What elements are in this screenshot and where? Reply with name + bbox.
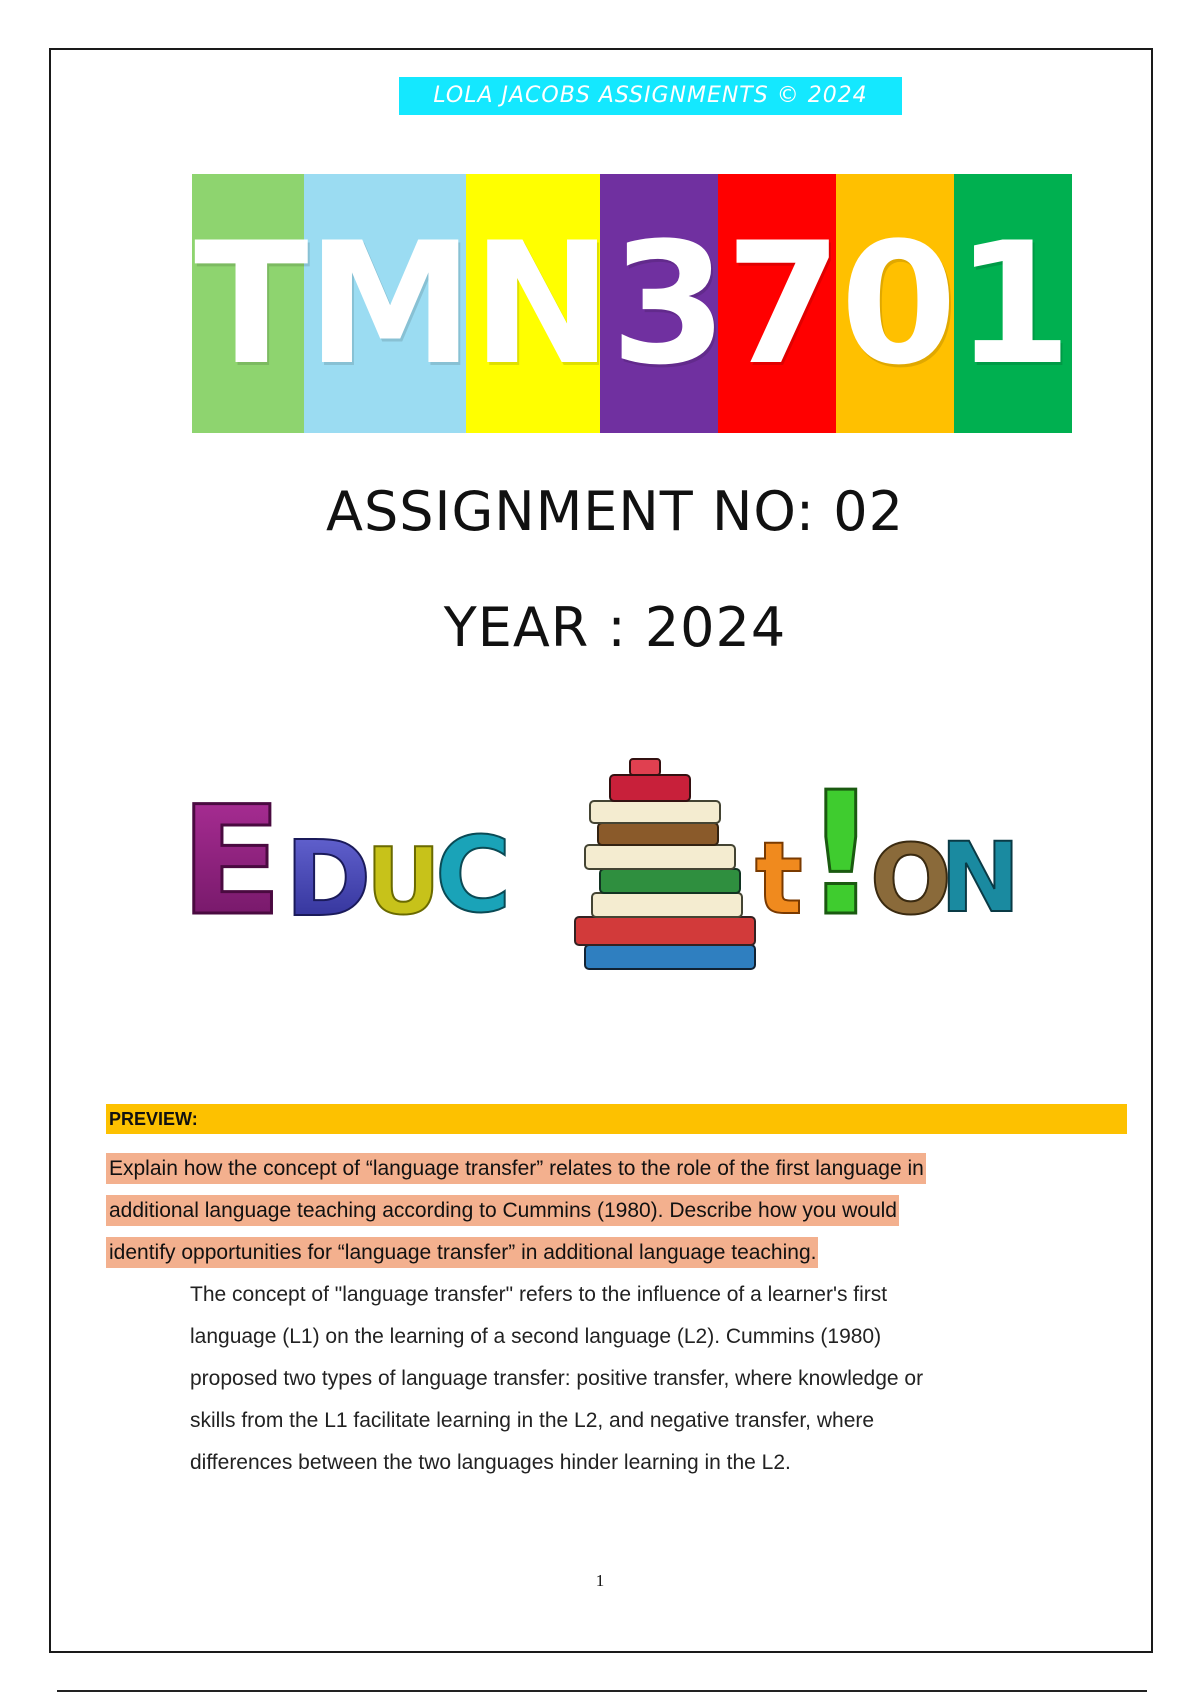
question-block — [106, 1148, 1106, 1274]
illustration-letter-d: D — [285, 818, 372, 940]
answer-line: language (L1) on the learning of a second language (L2). Cummins (1980) — [190, 1325, 882, 1348]
question-line: identify opportunities for “language transfer” in additional language teaching. — [106, 1232, 1106, 1274]
illustration-letter-u: U — [366, 828, 441, 935]
answer-paragraph — [190, 1274, 1090, 1484]
assignment-year: YEAR : 2024 — [443, 596, 787, 659]
answer-line: The concept of "language transfer" refers to the influence of a learner's first — [190, 1283, 888, 1306]
illustration-letter-o: O — [870, 824, 952, 936]
page-number: 1 — [595, 1571, 605, 1590]
course-code: TMN3701 — [194, 205, 1070, 402]
illustration-letter-t: t — [755, 820, 803, 937]
bottom-divider — [57, 1690, 1147, 1692]
answer-line: differences between the two languages hinder learning in the L2. — [190, 1451, 791, 1474]
assignment-number: ASSIGNMENT NO: 02 — [326, 480, 904, 543]
illustration-letter-c: C — [435, 814, 512, 936]
illustration-letter-exclamation: ! — [802, 756, 880, 954]
answer-line: skills from the L1 facilitate learning in the L2, and negative transfer, where — [190, 1409, 875, 1432]
book-stack-icon — [575, 759, 755, 969]
education-illustration — [180, 745, 1050, 995]
watermark-banner: LOLA JACOBS ASSIGNMENTS © 2024 — [399, 77, 902, 115]
answer-line: proposed two types of language transfer: positive transfer, where knowledge or — [190, 1367, 924, 1390]
illustration-letter-n: N — [940, 822, 1021, 934]
question-line: additional language teaching according to Cummins (1980). Describe how you would — [106, 1190, 1106, 1232]
illustration-letter-e: E — [180, 775, 283, 949]
question-line: Explain how the concept of “language transfer” relates to the role of the first language in — [106, 1148, 1106, 1190]
preview-heading: PREVIEW: — [106, 1104, 1127, 1134]
